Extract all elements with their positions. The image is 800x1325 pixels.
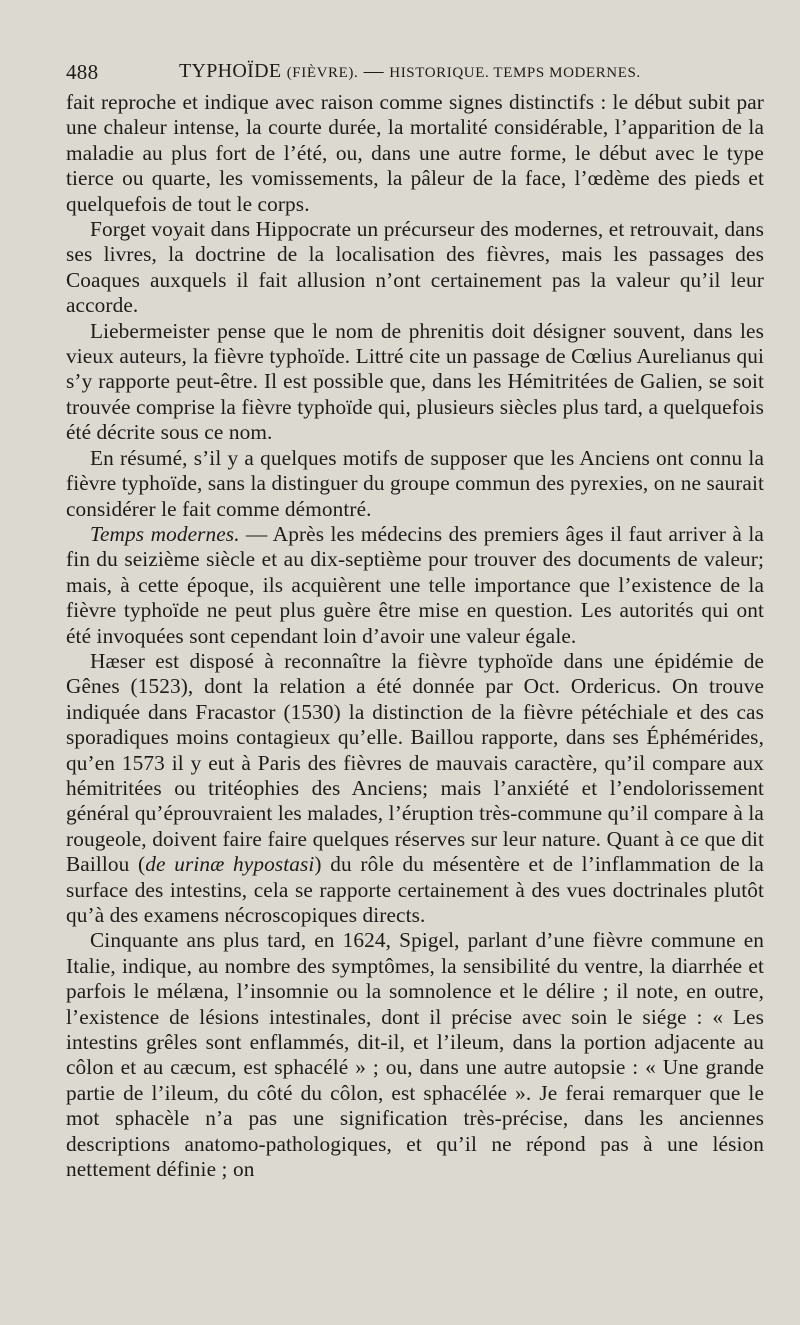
paragraph	[66, 217, 764, 319]
text-run: Cinquante ans plus tard, en 1624, Spigel, parlant d’une fièvre commune en Italie, indique, au nombre des symptômes, la sensibilité du ventre, la diarrhée et parfois le mélæna, l’insomnie ou la somnolence et le délire ; il note, en outre, l’existence de lésions intestinales, dont il précise avec soin le siége : « Les intestins grêles sont enflammés, dit-il, et l’ileum, dans la portion adjacente au côlon et au cæcum, est sphacélé » ; ou, dans une autre autopsie : « Une grande partie de l’ileum, du côté du côlon, est sphacélée ». Je ferai remarquer que le mot sphacèle n’a pas une signification très-précise, dans les anciennes descriptions anatomo-pathologiques, et qu’il ne répond pas à une lésion nettement définie ; on	[66, 928, 764, 1182]
running-title-paren: (FIÈVRE).	[286, 65, 359, 81]
text-run: Hæser est disposé à reconnaître la fièvre typhoïde dans une épidémie de Gênes (1523), dont la relation a été donnée par Oct. Ordericus. On trouve indiquée dans Fracastor (1530) la distinction de la fièvre pétéchiale et des cas sporadiques moins contagieux qu’elle. Baillou rapporte, dans ses Éphémérides, qu’en 1573 il y eut à Paris des fièvres de mauvais caractère, qu’il compare aux hémitritées ou tritéophies des Anciens; mais l’anxiété et l’endolorissement général qu’éprouvraient les malades, l’éruption très-commune qu’il compare à la rougeole, doivent faire faire quelques réserves sur leur nature. Quant à ce que dit Baillou (	[66, 648, 764, 877]
paragraph	[66, 319, 764, 446]
text-run: Liebermeister pense que le nom de phrenitis doit désigner souvent, dans les vieux auteurs, la fièvre typhoïde. Littré cite un passage de Cœlius Aurelianus qui s’y rapporte peut-être. Il est possible que, dans les Hémitritées de Galien, se soit trouvée comprise la fièvre typhoïde qui, plusieurs siècles plus tard, a quelquefois été décrite sous ce nom.	[66, 318, 764, 445]
paragraph	[66, 522, 764, 649]
italic-text: de urinæ hypostasi	[145, 852, 315, 877]
italic-text: Temps modernes.	[90, 521, 240, 546]
text-run: Forget voyait dans Hippocrate un précurseur des modernes, et retrouvait, dans ses livres, la doctrine de la localisation des fièvres, mais les passages des Coaques auxquels il fait allusion n’ont certainement pas la valeur qu’il leur accorde.	[66, 217, 764, 318]
paragraph	[66, 90, 764, 217]
paragraph	[66, 928, 764, 1182]
running-title-section: HISTORIQUE. TEMPS MODERNES.	[389, 65, 641, 81]
body-text	[66, 90, 764, 1182]
text-run: ) du rôle du mésentère et de l’inflammation de la surface des intestins, cela se rapporte certainement à des vues doctrinales plutôt qu’à des examens nécroscopiques directs.	[66, 852, 764, 927]
running-title	[179, 60, 641, 83]
running-title-dash: —	[363, 60, 384, 82]
running-head	[66, 54, 764, 90]
paragraph	[66, 649, 764, 928]
paragraph	[66, 446, 764, 522]
text-run: — Après les médecins des premiers âges il faut arriver à la fin du seizième siècle et au dix-septième pour trouver des documents de valeur; mais, à cette époque, ils acquièrent une telle importance que l’existence de la fièvre typhoïde ne peut plus guère être mise en question. Les autorités qui ont été invoquées sont cependant loin d’avoir une valeur égale.	[66, 521, 764, 648]
running-title-main: TYPHOÏDE	[179, 60, 282, 82]
text-run: fait reproche et indique avec raison comme signes distinctifs : le début subit par une chaleur intense, la courte durée, la mortalité considérable, l’apparition de la maladie au plus fort de l’été, ou, dans une autre forme, le début avec le type tierce ou quarte, les vomissements, la pâleur de la face, l’œdème des pieds et quelquefois de tout le corps.	[66, 90, 764, 216]
page-number: 488	[66, 60, 99, 84]
text-run: En résumé, s’il y a quelques motifs de supposer que les Anciens ont connu la fièvre typhoïde, sans la distinguer du groupe commun des pyrexies, on ne saurait considérer le fait comme démontré.	[66, 445, 764, 521]
